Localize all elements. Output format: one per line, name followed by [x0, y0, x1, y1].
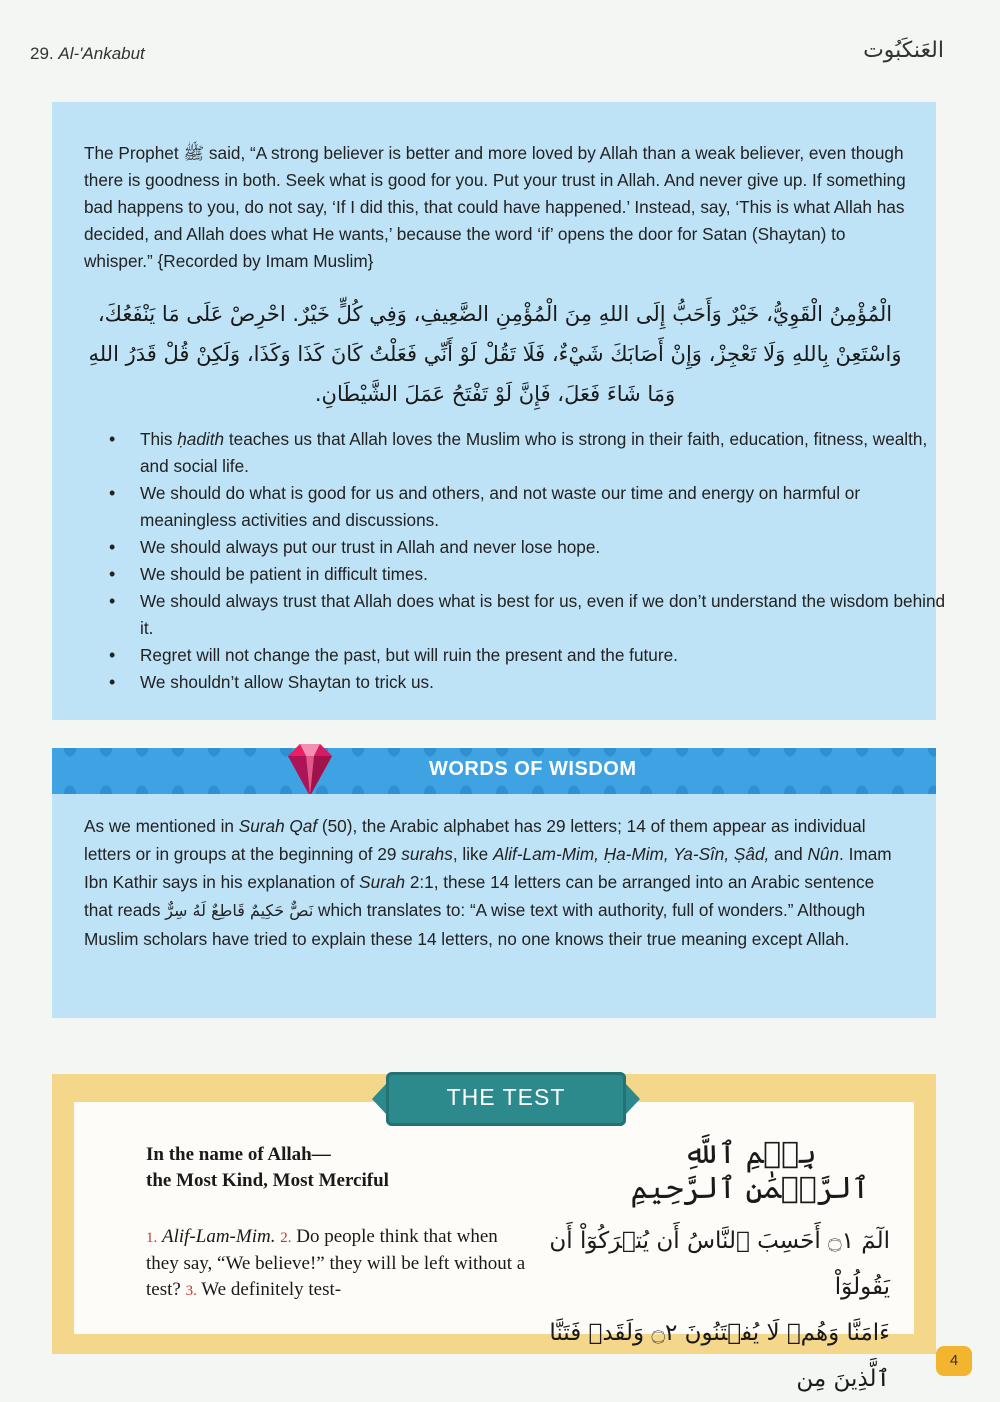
- words-of-wisdom-title: WORDS OF WISDOM: [429, 758, 637, 780]
- hadith-lessons-list: [108, 426, 946, 696]
- bullet-text: We should always put our trust in Allah and never lose hope.: [140, 537, 601, 557]
- words-of-wisdom-banner: [52, 748, 936, 794]
- bullet-text: We should do what is good for us and others, and not waste our time and energy on harmful or meaningless activities and discussions.: [140, 483, 861, 530]
- bullet-text: We shouldn’t allow Shaytan to trick us.: [140, 672, 434, 692]
- running-header-chapter: [30, 44, 145, 64]
- chapter-name: Al-'Ankabut: [58, 44, 145, 63]
- bullet-italic: ḥadith: [177, 429, 225, 449]
- heading-line-2: the Most Kind, Most Merciful: [146, 1170, 389, 1191]
- hadith-text-rest: said, “A strong believer is better and more loved by Allah than a weak believer, even though there is goodness in both. Seek what is good for you. Put your trust in Allah. And never give up. If something bad happens to you, do not say, ‘If I did this, that could have happened.’ Instead, say, ‘This is what Allah has decided, and Allah does what He wants,’ because the word ‘if’ opens the door for Satan (Shaytan) to whisper.” {Recorded by Imam Muslim}: [84, 143, 906, 271]
- the-test-section: [52, 1074, 936, 1392]
- wisdom-italic-part: Nûn: [807, 844, 840, 864]
- wisdom-text-part: . Imam Ibn Kathir says in his explanation of: [84, 844, 892, 892]
- verse-text: We definitely test-: [201, 1279, 342, 1300]
- wisdom-text-part: , like: [452, 844, 493, 864]
- list-item: [140, 561, 946, 588]
- list-item: [140, 426, 946, 480]
- list-item: [140, 642, 946, 669]
- arabic-chapter-title: العَنكَبُوت: [863, 38, 944, 63]
- verse-text: Do people think that when they say, “We believe!” they will be left without a test?: [146, 1226, 526, 1300]
- heading-line-1: In the name of Allah—: [146, 1144, 331, 1165]
- page-number-badge: [936, 1346, 972, 1376]
- wisdom-text-part: (50), the Arabic alphabet has 29 letters; 14 of them appear as individual letters or in groups at the beginning of 29: [84, 816, 866, 864]
- wisdom-arabic-phrase: نَصٌّ حَكِيمٌ قَاطِعٌ لَهُ سِرٌّ: [165, 901, 314, 920]
- hadith-english-text: [84, 140, 906, 275]
- verse-number: 3.: [185, 1283, 197, 1299]
- list-item: [140, 588, 946, 642]
- list-item: [140, 480, 946, 534]
- arabic-line-2: ءَامَنَّا وَهُمۡ لَا يُفۡتَنُونَ ۝٢ وَلَقَدۡ فَتَنَّا ٱلَّذِينَ مِن: [549, 1320, 890, 1392]
- verse-translation: [146, 1224, 528, 1304]
- the-test-title: THE TEST: [446, 1084, 566, 1110]
- wisdom-italic-part: surahs: [401, 844, 453, 864]
- wisdom-text-part: 2:1, these 14 letters can be arranged into an Arabic sentence that reads: [84, 872, 875, 920]
- bullet-prefix: This: [140, 429, 178, 449]
- salawat-symbol: ﷺ: [183, 143, 205, 163]
- wisdom-paragraph: [84, 812, 906, 953]
- list-item: [140, 534, 946, 561]
- the-test-content: [74, 1084, 914, 1392]
- bullet-text: We should be patient in difficult times.: [140, 564, 428, 584]
- verse-arabic: [510, 1218, 890, 1402]
- basmala-english-heading: [146, 1142, 506, 1194]
- verse-number: 2.: [280, 1230, 292, 1246]
- wisdom-text-part: which translates to: “A wise text with authority, full of wonders.” Although Muslim scholars have tried to explain these 14 letters, no one knows their true meaning except Allah.: [84, 900, 866, 949]
- wisdom-italic-part: Alif-Lam-Mim, Ḥa-Mim, Ya-Sîn, Ṣâd,: [492, 844, 770, 864]
- page-number: 4: [949, 1352, 959, 1369]
- bullet-text: We should always trust that Allah does what is best for us, even if we don’t understand the wisdom behind it.: [140, 591, 946, 638]
- basmala-calligraphy: بِسۡمِ ٱللَّهِ ٱلرَّحۡمَٰنِ ٱلرَّحِيمِ: [630, 1136, 870, 1206]
- verse-text: Alif-Lam-Mim.: [162, 1226, 276, 1247]
- hadith-section: [52, 102, 946, 720]
- bullet-text: Regret will not change the past, but will ruin the present and the future.: [140, 645, 678, 665]
- hadith-arabic-text: الْمُؤْمِنُ الْقَوِيُّ، خَيْرٌ وَأَحَبُّ إِلَى اللهِ مِنَ الْمُؤْمِنِ الضَّعِيفِ، وَفِي كُلٍّ خَيْرٌ. احْرِصْ عَلَى مَا يَنْفَعُكَ، وَاسْتَعِنْ بِاللهِ وَلَا تَعْجِزْ، وَإِنْ أَصَابَكَ شَيْءٌ، فَلَا تَقُلْ لَوْ أَنِّي فَعَلْتُ كَانَ كَذَا وَكَذَا، وَلَكِنْ قُلْ قَدَرُ اللهِ وَمَا شَاءَ فَعَلَ، فَإِنَّ لَوْ تَفْتَحُ عَمَلَ الشَّيْطَانِ.: [88, 302, 902, 406]
- list-item: [140, 669, 946, 696]
- the-test-banner: [386, 1072, 626, 1126]
- hadith-text-start: The Prophet: [84, 143, 184, 163]
- wisdom-text-part: As we mentioned in: [84, 816, 239, 836]
- arabic-line-1: الٓمٓ ۝١ أَحَسِبَ ٱلنَّاسُ أَن يُتۡرَكُوٓاْ أَن يَقُولُوٓاْ: [549, 1228, 890, 1300]
- bullet-text: teaches us that Allah loves the Muslim who is strong in their faith, education, fitness, wealth, and social life.: [140, 429, 928, 476]
- verse-number: 1.: [146, 1230, 158, 1246]
- wisdom-text-part: and: [769, 844, 808, 864]
- words-of-wisdom-section: [52, 794, 936, 1018]
- chapter-number: 29.: [30, 44, 54, 63]
- wisdom-italic-part: Surah: [359, 872, 406, 892]
- wisdom-italic-part: Surah Qaf: [238, 816, 318, 836]
